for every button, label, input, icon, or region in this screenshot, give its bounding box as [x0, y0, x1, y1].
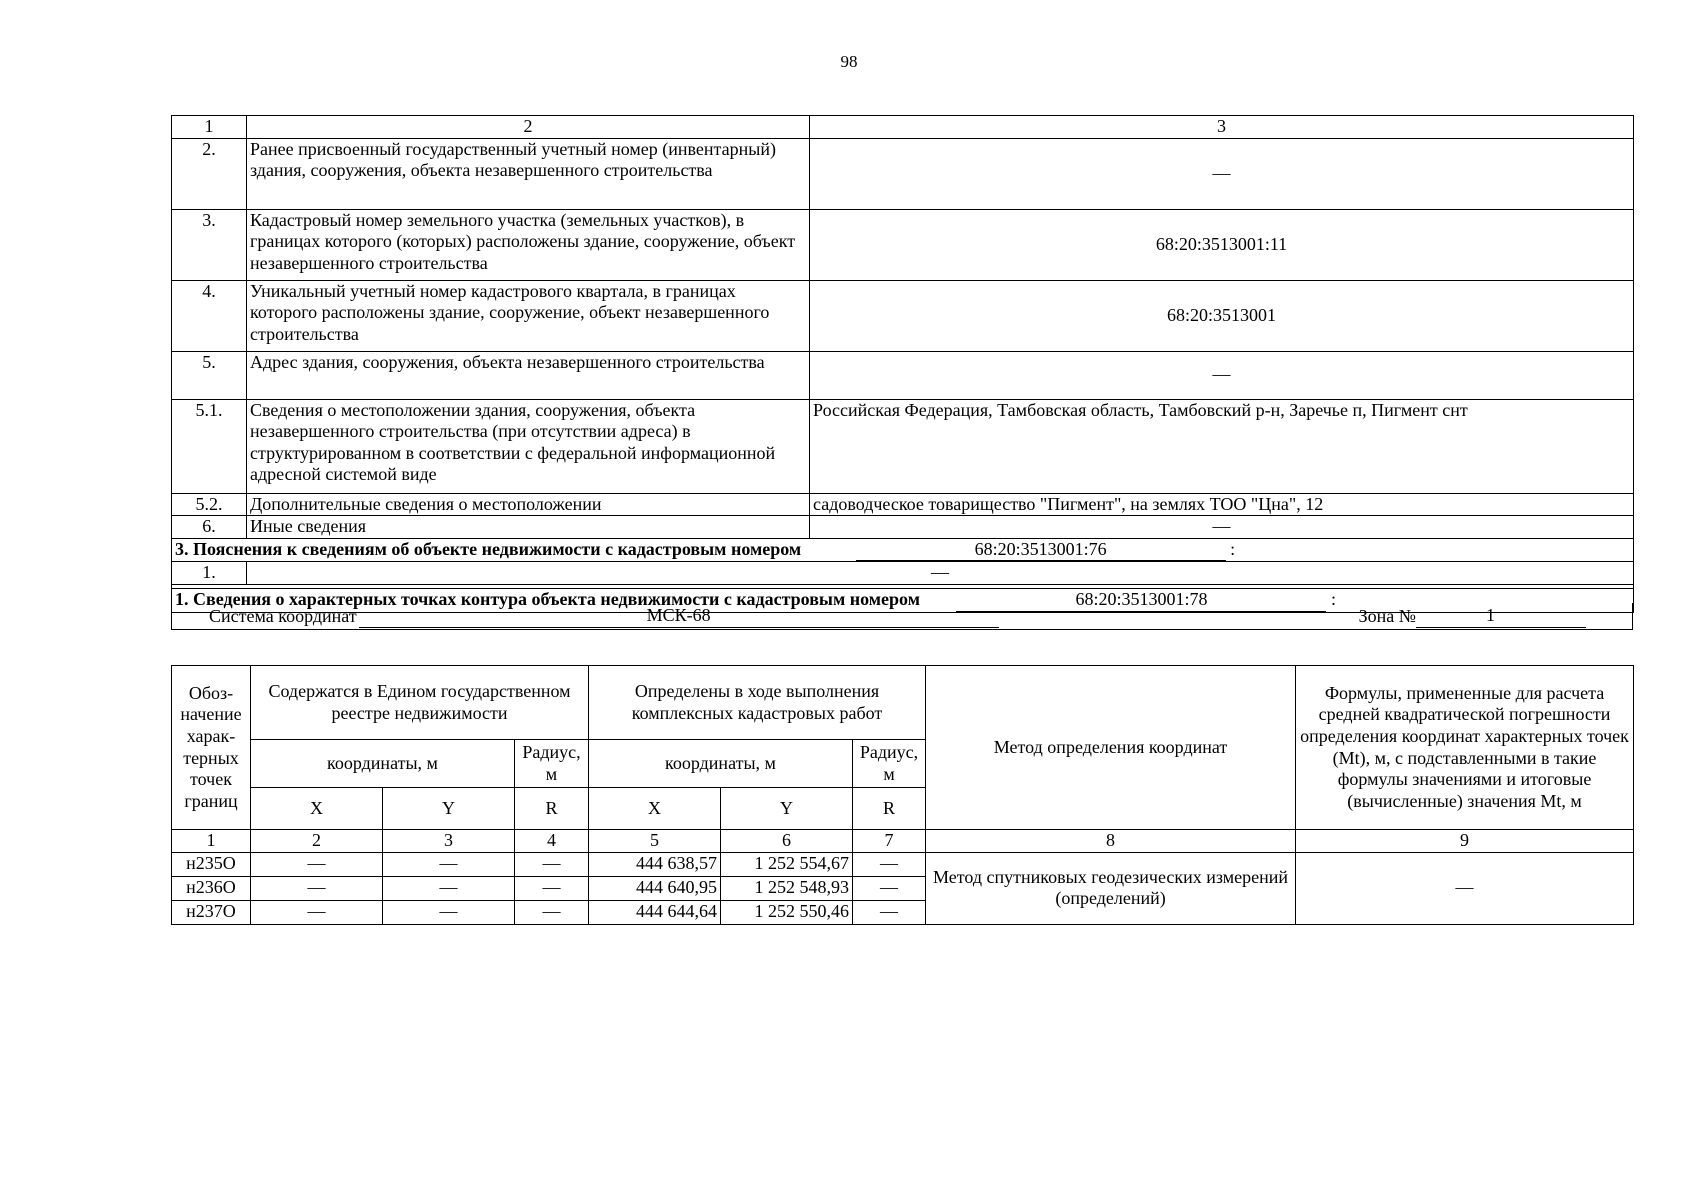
designation-header: Обоз-начение харак-терных точек границ [172, 666, 251, 830]
column-numbers-row [172, 830, 1634, 853]
coordinate-system-label: Система координат [209, 606, 357, 627]
kkr-x-header: X [589, 788, 721, 830]
table-row [172, 516, 1634, 539]
row-number: 2. [172, 138, 247, 209]
row-label: Иные сведения [247, 516, 810, 539]
table-row [172, 399, 1634, 493]
coordinate-system-row [172, 603, 1633, 630]
column-number: 6 [721, 830, 853, 853]
egrn-coords-header: координаты, м [251, 740, 515, 788]
egrn-r: — [515, 852, 589, 876]
table-header-row [172, 116, 1634, 139]
kkr-radius-header: Радиус, м [853, 740, 926, 788]
kkr-r: — [853, 900, 926, 924]
kkr-x: 444 638,57 [589, 852, 721, 876]
object-info-table [171, 115, 1634, 613]
column-number: 8 [926, 830, 1296, 853]
method-value: Метод спутниковых геодезических измерений (определений) [926, 852, 1296, 924]
egrn-r-header: R [515, 788, 589, 830]
column-number: 1 [172, 116, 247, 139]
point-id: н235О [172, 852, 251, 876]
kkr-y: 1 252 554,67 [721, 852, 853, 876]
row-value: садоводческое товарищество "Пигмент", на землях ТОО "Цна", 12 [810, 493, 1634, 516]
kkr-r-header: R [853, 788, 926, 830]
row-number: 1. [172, 562, 247, 585]
egrn-y: — [383, 876, 515, 900]
row-label: Кадастровый номер земельного участка (земельных участков), в границах которого (которых) расположены здание, сооружение, объект незавершенного строительства [247, 209, 810, 280]
boundary-points-table [171, 665, 1634, 925]
table-row [172, 562, 1634, 585]
section-3-title: 3. Пояснения к сведениям об объекте недвижимости с кадастровым номером [175, 538, 802, 559]
row-number: 6. [172, 516, 247, 539]
section-3-header [172, 538, 1634, 562]
egrn-radius-header: Радиус, м [515, 740, 589, 788]
row-label: Сведения о местоположении здания, сооружения, объекта незавершенного строительства (при отсутствии адреса) в структурированном в соответствии с федеральной информационной адресной системой виде [247, 399, 810, 493]
column-number: 5 [589, 830, 721, 853]
egrn-r: — [515, 876, 589, 900]
point-id: н237О [172, 900, 251, 924]
egrn-header: Содержатся в Едином государственном реестре недвижимости [251, 666, 589, 740]
column-number: 3 [383, 830, 515, 853]
kkr-x: 444 644,64 [589, 900, 721, 924]
column-number: 2 [251, 830, 383, 853]
column-number: 9 [1296, 830, 1634, 853]
kkr-coords-header: координаты, м [589, 740, 853, 788]
table-row [172, 852, 1634, 876]
kkr-r: — [853, 852, 926, 876]
coordinate-system-value: МСК-68 [359, 605, 999, 628]
kkr-x: 444 640,95 [589, 876, 721, 900]
header-row [172, 666, 1634, 740]
method-header: Метод определения координат [926, 666, 1296, 830]
column-number: 3 [810, 116, 1634, 139]
row-value: — [810, 351, 1634, 399]
row-label: Дополнительные сведения о местоположении [247, 493, 810, 516]
table-row [172, 138, 1634, 209]
table-row [172, 209, 1634, 280]
section-3-colon: : [1230, 538, 1236, 559]
row-number: 5.2. [172, 493, 247, 516]
egrn-x: — [251, 852, 383, 876]
table-row [172, 351, 1634, 399]
row-value: — [810, 516, 1634, 539]
zone-label: Зона № [1358, 606, 1416, 627]
coordinate-system-table [171, 603, 1633, 630]
section-1-cadastral-number: 68:20:3513001:78 [956, 589, 1326, 612]
column-number: 7 [853, 830, 926, 853]
row-value: 68:20:3513001:11 [810, 209, 1634, 280]
table-row [172, 493, 1634, 516]
row-label: Ранее присвоенный государственный учетный номер (инвентарный) здания, сооружения, объекта незавершенного строительства [247, 138, 810, 209]
row-number: 5. [172, 351, 247, 399]
egrn-x-header: X [251, 788, 383, 830]
egrn-r: — [515, 900, 589, 924]
row-value: 68:20:3513001 [810, 280, 1634, 351]
kkr-y: 1 252 550,46 [721, 900, 853, 924]
kkr-y: 1 252 548,93 [721, 876, 853, 900]
row-number: 5.1. [172, 399, 247, 493]
egrn-x: — [251, 876, 383, 900]
row-value: — [810, 138, 1634, 209]
row-number: 3. [172, 209, 247, 280]
section-3-cadastral-number: 68:20:3513001:76 [856, 539, 1226, 562]
row-label: Уникальный учетный номер кадастрового квартала, в границах которого расположены здание, сооружение, объект незавершенного строительства [247, 280, 810, 351]
row-number: 4. [172, 280, 247, 351]
egrn-y: — [383, 852, 515, 876]
column-number: 1 [172, 830, 251, 853]
egrn-x: — [251, 900, 383, 924]
table-row [172, 280, 1634, 351]
section-1-colon: : [1330, 588, 1336, 609]
row-label: Адрес здания, сооружения, объекта незавершенного строительства [247, 351, 810, 399]
zone-value: 1 [1416, 605, 1586, 628]
formulas-value: — [1296, 852, 1634, 924]
formulas-header: Формулы, примененные для расчета средней квадратической погрешности определения координат характерных точек (Mt), м, с подставленными в такие формулы значениями и итоговые (вычисленные) значения Mt, м [1296, 666, 1634, 830]
point-id: н236О [172, 876, 251, 900]
column-number: 4 [515, 830, 589, 853]
row-value: — [247, 562, 1634, 585]
page-number: 98 [840, 52, 858, 71]
row-value: Российская Федерация, Тамбовская область, Тамбовский р-н, Заречье п, Пигмент снт [810, 399, 1634, 493]
column-number: 2 [247, 116, 810, 139]
egrn-y-header: Y [383, 788, 515, 830]
kkr-y-header: Y [721, 788, 853, 830]
kkr-header: Определены в ходе выполнения комплексных кадастровых работ [589, 666, 926, 740]
section-1-title: 1. Сведения о характерных точках контура объекта недвижимости с кадастровым номером [175, 588, 920, 609]
egrn-y: — [383, 900, 515, 924]
kkr-r: — [853, 876, 926, 900]
